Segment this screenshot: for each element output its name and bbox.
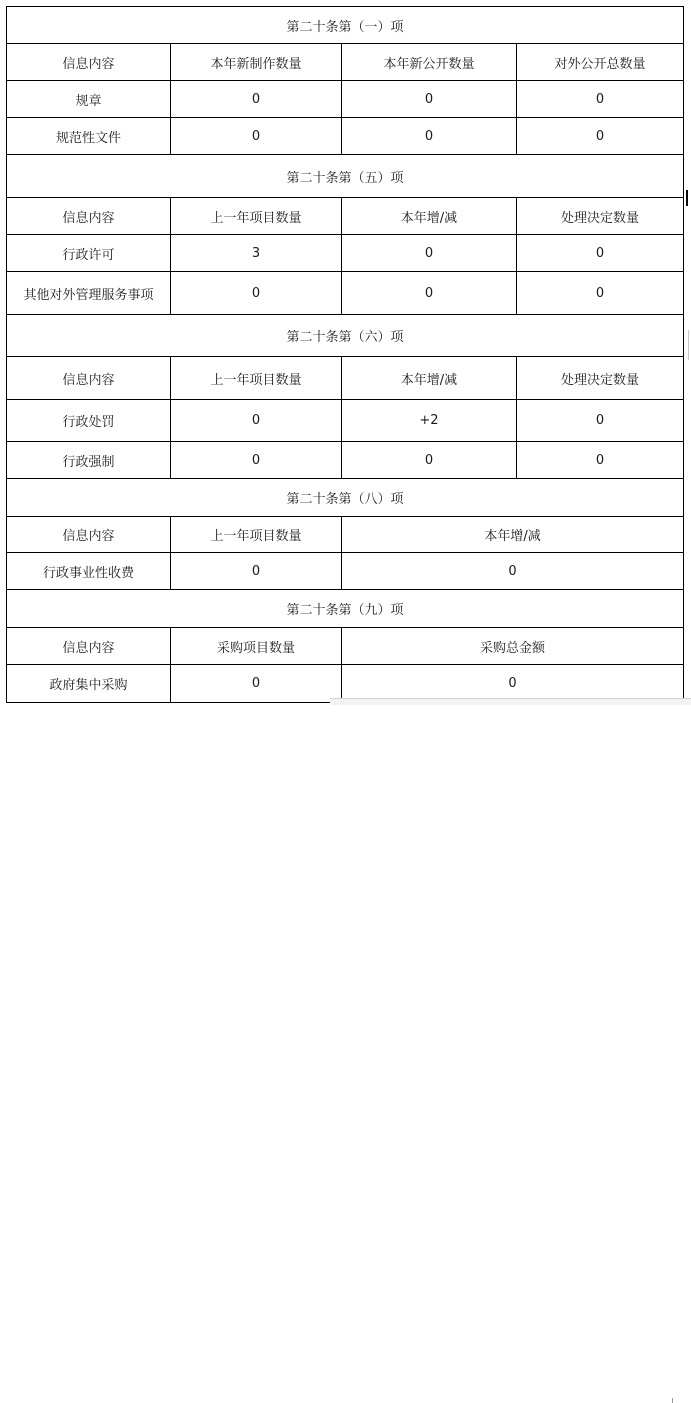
disclosure-table (6, 6, 684, 703)
value-cell: 0 (171, 442, 342, 479)
value-cell: 0 (517, 81, 684, 118)
value-cell: 0 (171, 81, 342, 118)
scrollbar-tick (672, 1398, 673, 1403)
value-cell: 0 (171, 553, 342, 590)
header-row (7, 44, 684, 81)
column-header: 处理决定数量 (517, 198, 684, 235)
section-title-row (7, 155, 684, 198)
value-cell: 0 (517, 118, 684, 155)
row-label: 行政处罚 (7, 400, 171, 442)
value-cell: +2 (342, 400, 517, 442)
header-row (7, 517, 684, 553)
value-cell: 0 (517, 235, 684, 272)
value-cell: 0 (171, 118, 342, 155)
row-label: 规范性文件 (7, 118, 171, 155)
column-header: 信息内容 (7, 517, 171, 553)
section-title: 第二十条第（八）项 (7, 479, 684, 517)
section-title-row (7, 479, 684, 517)
column-header: 信息内容 (7, 357, 171, 400)
value-cell: 0 (171, 272, 342, 315)
row-label: 规章 (7, 81, 171, 118)
table-row (7, 235, 684, 272)
column-header: 本年增/减 (342, 198, 517, 235)
value-cell: 0 (517, 272, 684, 315)
column-header: 对外公开总数量 (517, 44, 684, 81)
value-cell: 0 (342, 118, 517, 155)
table-row (7, 81, 684, 118)
column-header: 采购总金额 (342, 628, 684, 665)
section-title: 第二十条第（五）项 (7, 155, 684, 198)
table-row (7, 442, 684, 479)
row-label: 行政强制 (7, 442, 171, 479)
section-title-row (7, 315, 684, 357)
value-cell: 0 (342, 235, 517, 272)
table-row (7, 118, 684, 155)
table-row (7, 400, 684, 442)
column-header: 本年新制作数量 (171, 44, 342, 81)
header-row (7, 357, 684, 400)
column-header: 上一年项目数量 (171, 517, 342, 553)
table-row (7, 553, 684, 590)
column-header: 本年增/减 (342, 357, 517, 400)
section-title-row (7, 590, 684, 628)
column-header: 上一年项目数量 (171, 198, 342, 235)
column-header: 信息内容 (7, 628, 171, 665)
table-row (7, 665, 684, 703)
value-cell: 0 (517, 442, 684, 479)
section-title: 第二十条第（六）项 (7, 315, 684, 357)
value-cell: 0 (342, 553, 684, 590)
column-header: 采购项目数量 (171, 628, 342, 665)
column-header: 本年增/减 (342, 517, 684, 553)
section-title: 第二十条第（九）项 (7, 590, 684, 628)
value-cell: 0 (342, 272, 517, 315)
section-title-row (7, 7, 684, 44)
column-header: 上一年项目数量 (171, 357, 342, 400)
value-cell: 0 (171, 665, 342, 703)
row-label: 其他对外管理服务事项 (7, 272, 171, 315)
column-header: 信息内容 (7, 44, 171, 81)
row-label: 行政许可 (7, 235, 171, 272)
value-cell: 0 (517, 400, 684, 442)
header-row (7, 198, 684, 235)
column-header: 信息内容 (7, 198, 171, 235)
column-header: 本年新公开数量 (342, 44, 517, 81)
column-header: 处理决定数量 (517, 357, 684, 400)
value-cell: 0 (171, 400, 342, 442)
value-cell: 0 (342, 665, 684, 703)
table-row (7, 272, 684, 315)
header-row (7, 628, 684, 665)
value-cell: 0 (342, 442, 517, 479)
row-label: 行政事业性收费 (7, 553, 171, 590)
row-label: 政府集中采购 (7, 665, 171, 703)
value-cell: 3 (171, 235, 342, 272)
text-cursor (686, 190, 688, 206)
section-title: 第二十条第（一）项 (7, 7, 684, 44)
value-cell: 0 (342, 81, 517, 118)
